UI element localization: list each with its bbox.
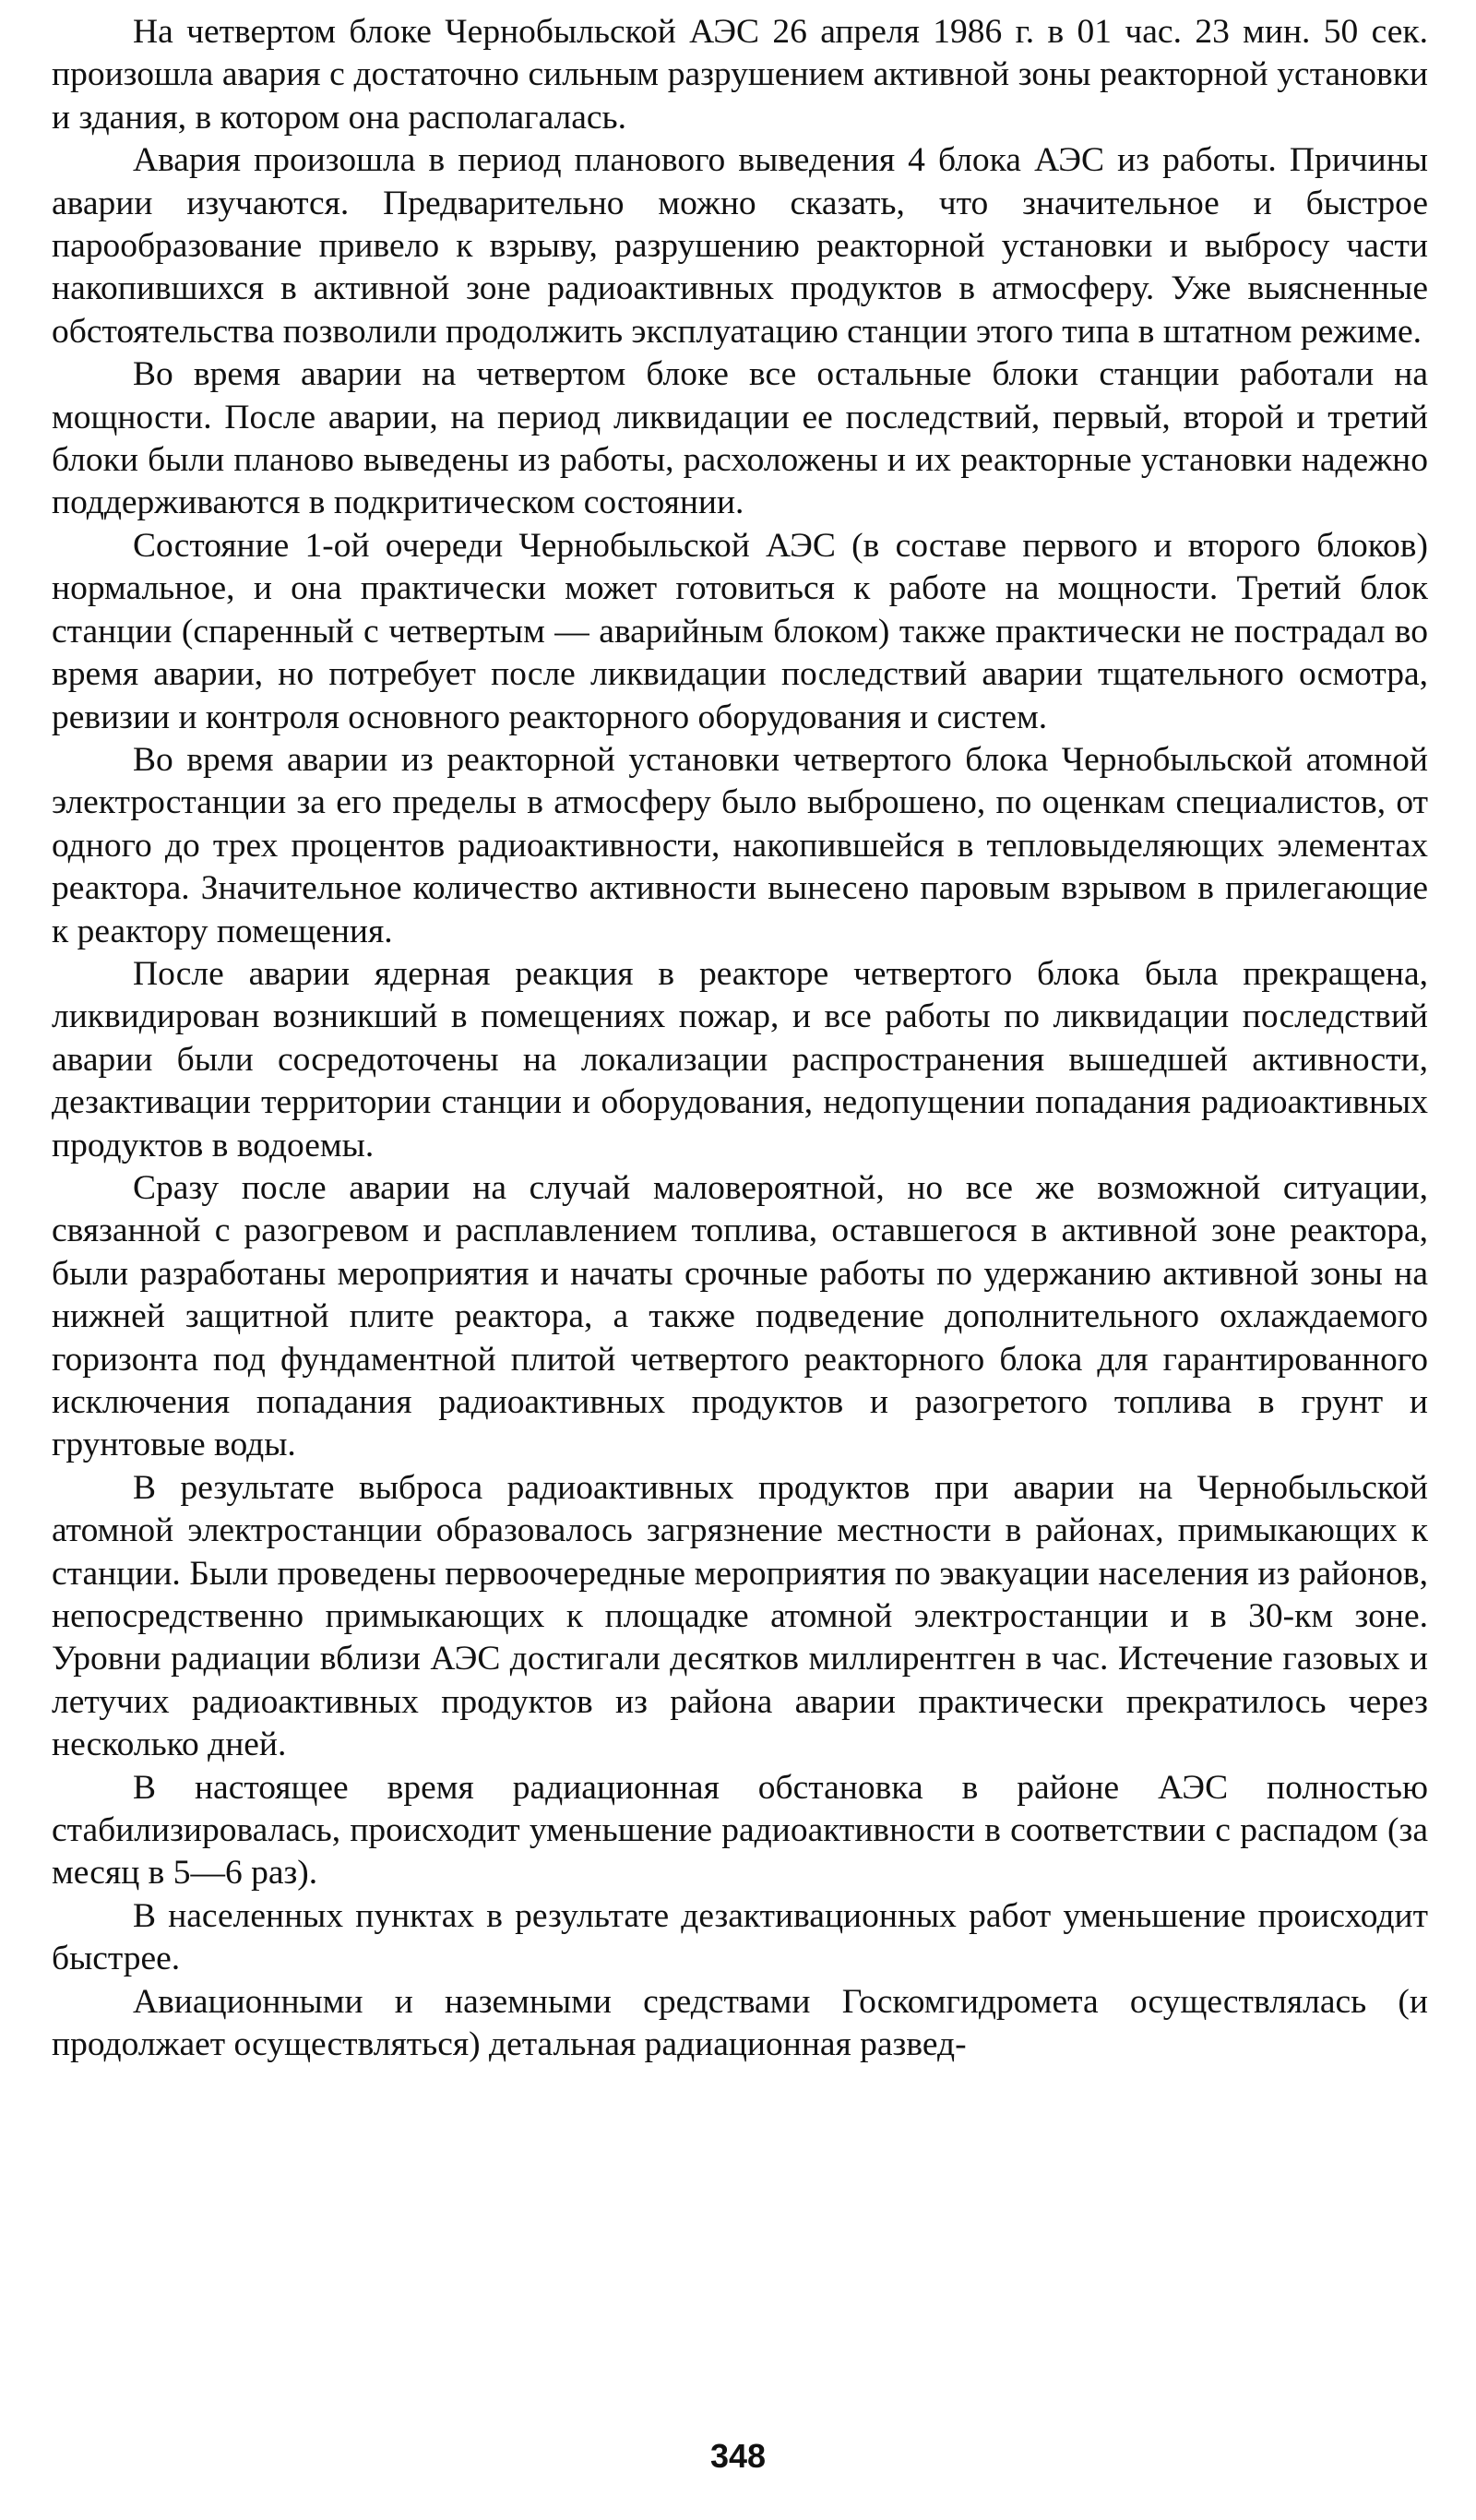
paragraph: В настоящее время радиационная обстановка в районе АЭС полностью стабилизировалась, происходит уменьшение радиоактивности в соответствии с распадом (за месяц в 5—6 раз). bbox=[52, 1768, 1428, 1893]
paragraph: После аварии ядерная реакция в реакторе четвертого блока была прекращена, ликвидирован возникший в помещениях пожар, и все работы по ликвидации последствий аварии были сосредоточены на локализации распространения вышедшей активности, дезактивации территории станции и оборудования, недопущении попадания радиоактивных продуктов в водоемы. bbox=[52, 954, 1428, 1164]
paragraph: Сразу после аварии на случай маловероятной, но все же возможной ситуации, связанной с разогревом и расплавлением топлива, оставшегося в активной зоне реактора, были разработаны мероприятия и начаты срочные работы по удержанию активной зоны на нижней защитной плите реактора, а также подведение дополнительного охлаждаемого горизонта под фундаментной плитой четвертого реакторного блока для гарантированного исключения попадания радиоактивных продуктов и разогретого топлива в грунт и грунтовые воды. bbox=[52, 1168, 1428, 1464]
paragraph: Во время аварии на четвертом блоке все остальные блоки станции работали на мощности. После аварии, на период ликвидации ее последствий, первый, второй и третий блоки были планово выведены из работы, расхоложены и их реакторные установки надежно поддерживаются в подкритическом состоянии. bbox=[52, 355, 1428, 522]
paragraph: Авария произошла в период планового выведения 4 блока АЭС из работы. Причины аварии изучаются. Предварительно можно сказать, что значительное и быстрое парообразование привело к взрыву, разрушению реакторной установки и выбросу части накопившихся в активной зоне радиоактивных продуктов в атмосферу. Уже выясненные обстоятельства позволили продолжить эксплуатацию станции этого типа в штатном режиме. bbox=[52, 141, 1428, 351]
paragraph: В результате выброса радиоактивных продуктов при аварии на Чернобыльской атомной электростанции образовалось загрязнение местности в районах, примыкающих к станции. Были проведены первоочередные мероприятия по эвакуации населения из районов, непосредственно примыкающих к площадке атомной электростанции и в 30-км зоне. Уровни радиации вблизи АЭС достигали десятков миллирентген в час. Истечение газовых и летучих радиоактивных продуктов из района аварии практически прекратилось через несколько дней. bbox=[52, 1468, 1428, 1764]
paragraph: На четвертом блоке Чернобыльской АЭС 26 апреля 1986 г. в 01 час. 23 мин. 50 сек. произошла авария с достаточно сильным разрушением активной зоны реакторной установки и здания, в котором она располагалась. bbox=[52, 13, 1428, 137]
paragraph: В населенных пунктах в результате дезактивационных работ уменьшение происходит быстрее. bbox=[52, 1896, 1428, 1978]
page-number: 348 bbox=[709, 2437, 767, 2475]
body-text bbox=[52, 11, 1428, 2067]
paragraph: Состояние 1-ой очереди Чернобыльской АЭС (в составе первого и второго блоков) нормальное, и она практически может готовиться к работе на мощности. Третий блок станции (спаренный с четвертым — аварийным блоком) также практически не пострадал во время аварии, но потребует после ликвидации последствий аварии тщательного осмотра, ревизии и контроля основного реакторного оборудования и систем. bbox=[52, 526, 1428, 736]
paragraph: Авиационными и наземными средствами Госкомгидромета осуществлялась (и продолжает осуществляться) детальная радиационная развед- bbox=[52, 1982, 1428, 2064]
paragraph: Во время аварии из реакторной установки четвертого блока Чернобыльской атомной электростанции за его пределы в атмосферу было выброшено, по оценкам специалистов, от одного до трех процентов радиоактивности, накопившейся в тепловыделяющих элементах реактора. Значительное количество активности вынесено паровым взрывом в прилегающие к реактору помещения. bbox=[52, 740, 1428, 950]
